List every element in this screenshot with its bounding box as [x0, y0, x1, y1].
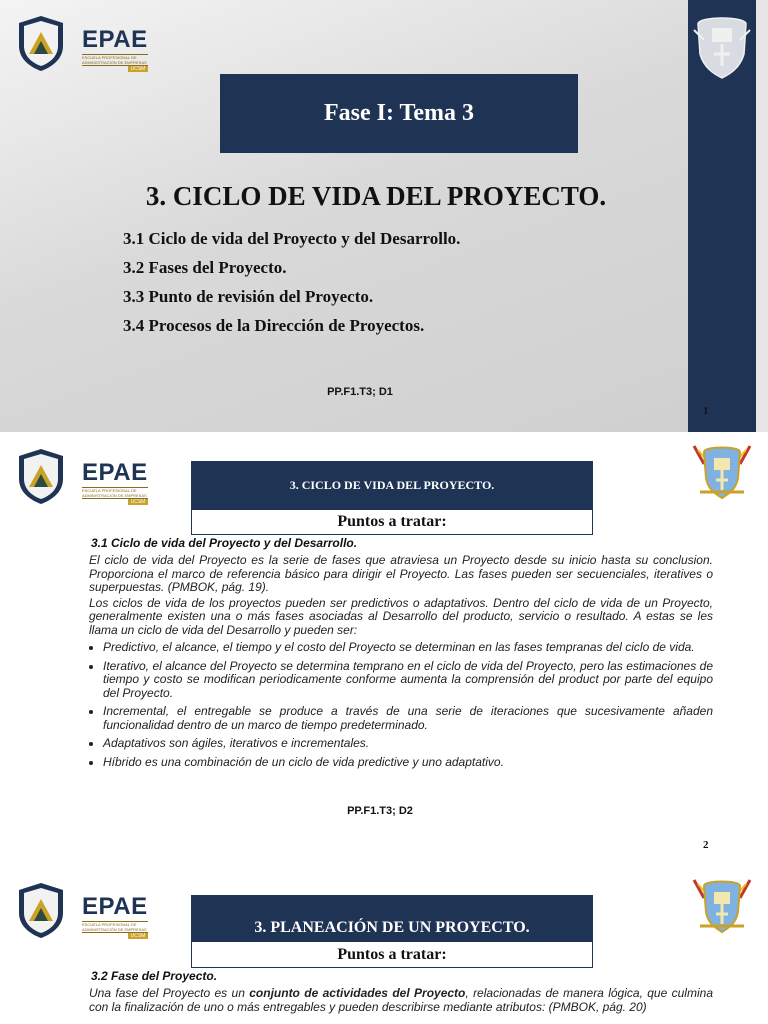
topic-item: 3.3 Punto de revisión del Proyecto.	[123, 287, 374, 306]
slide-title: 3. CICLO DE VIDA DEL PROYECTO.	[191, 461, 593, 509]
paragraph-emphasis: conjunto de actividades del Proyecto	[249, 986, 466, 1000]
paragraph: El ciclo de vida del Proyecto es la serie de fases que atraviesa un Proyecto desde su inicio hasta su conclusion. Proporciona el marco de referencia básico para dirigir el Proyecto. Las fases pueden ser secuenciales, iteratives o superpuestas. (PMBOK, pág. 19).	[89, 553, 713, 594]
crest-icon	[690, 434, 754, 506]
epae-logo	[16, 881, 66, 944]
list-item: • Iterativo, el alcance del Proyecto se determina temprano en el ciclo de vida del Proyecto, pero las estimaciones de tiempo y costo se modifican periodicamente conforme aumenta la comprensión del product por parte del equipo del Proyecto.	[103, 660, 713, 701]
brand-subtitle: ESCUELA PROFESIONAL DE ADMINISTRACIÓN DE EMPRESAS	[82, 488, 147, 498]
brand-name: EPAE	[82, 893, 148, 920]
slide-code: PP.F1.T3; D2	[347, 805, 413, 817]
brand-block	[82, 893, 148, 939]
slide-code: PP.F1.T3; D1	[327, 386, 393, 398]
section-heading: 3.1 Ciclo de vida del Proyecto y del Desarrollo.	[91, 536, 358, 550]
university-crest	[690, 434, 754, 511]
slide-2	[0, 432, 768, 868]
topic-item: 3.4 Procesos de la Dirección de Proyectos.	[123, 316, 425, 335]
slide-edge	[756, 0, 768, 432]
list-item: • Incremental, el entregable se produce a través de una serie de iteraciones que sucesivamente añaden funcionalidad dentro de un marco de tiempo predeterminado.	[103, 705, 713, 732]
slide-subtitle: Puntos a tratar:	[191, 509, 593, 535]
list-item: • Híbrido es una combinación de un ciclo de vida predictive y uno adaptativo.	[103, 756, 713, 770]
section-heading: 3.2 Fase del Proyecto.	[91, 969, 218, 983]
paragraph-end: , relacionadas de manera lógica, que culmina con la finalización de uno o más entregables y pueden describirse mediante atributos: (PMBOK, pág. 20)	[89, 986, 713, 1014]
brand-subtitle: ESCUELA PROFESIONAL DE ADMINISTRACIÓN DE EMPRESAS	[82, 922, 147, 932]
slide-heading: 3. CICLO DE VIDA DEL PROYECTO.	[145, 181, 607, 211]
page-number: 1	[703, 405, 709, 417]
topic-list	[123, 224, 460, 340]
shield-icon	[16, 14, 66, 72]
brand-subtitle: ESCUELA PROFESIONAL DE ADMINISTRACIÓN DE EMPRESAS	[82, 55, 147, 65]
section-body	[89, 987, 713, 1014]
topic-item: 3.2 Fases del Proyecto.	[123, 258, 287, 277]
shield-icon	[16, 447, 66, 505]
slide-title: 3. PLANEACIÓN DE UN PROYECTO.	[191, 895, 593, 941]
topic-item: 3.1 Ciclo de vida del Proyecto y del Desarrollo.	[123, 229, 461, 248]
brand-name: EPAE	[82, 459, 148, 486]
university-crest	[690, 868, 754, 945]
shield-icon	[16, 881, 66, 939]
brand-campus: UCSM	[128, 933, 148, 939]
epae-logo	[16, 14, 66, 77]
brand-campus: UCSM	[128, 499, 148, 505]
slide-1	[0, 0, 768, 432]
brand-block	[82, 459, 148, 505]
brand-campus: UCSM	[128, 66, 148, 72]
list-item: • Predictivo, el alcance, el tiempo y el costo del Proyecto se determinan en las fases tempranas del ciclo de vida.	[103, 641, 713, 655]
epae-logo	[16, 447, 66, 510]
paragraph: Los ciclos de vida de los proyectos pueden ser predictivos o adaptativos. Dentro del ciclo de vida de un Proyecto, generalmente existen una o más fases asociadas al Desarrollo del producto, servicio o resultado. A estas se les llama un ciclo de vida del Desarrollo y pueden ser:	[89, 595, 713, 637]
university-crest	[690, 10, 754, 87]
slide-title: Fase I: Tema 3	[220, 74, 578, 153]
paragraph-start: Una fase del Proyecto es un	[89, 986, 250, 1000]
slide-subtitle: Puntos a tratar:	[191, 941, 593, 968]
brand-name: EPAE	[82, 26, 148, 53]
page-number: 2	[703, 839, 709, 851]
section-body	[89, 554, 713, 774]
list-item: • Adaptativos son ágiles, iterativos e incrementales.	[103, 737, 713, 751]
crest-icon	[690, 10, 754, 82]
bullet-list	[89, 641, 713, 769]
crest-icon	[690, 868, 754, 940]
brand-block	[82, 26, 148, 72]
slide-3	[0, 868, 768, 1024]
